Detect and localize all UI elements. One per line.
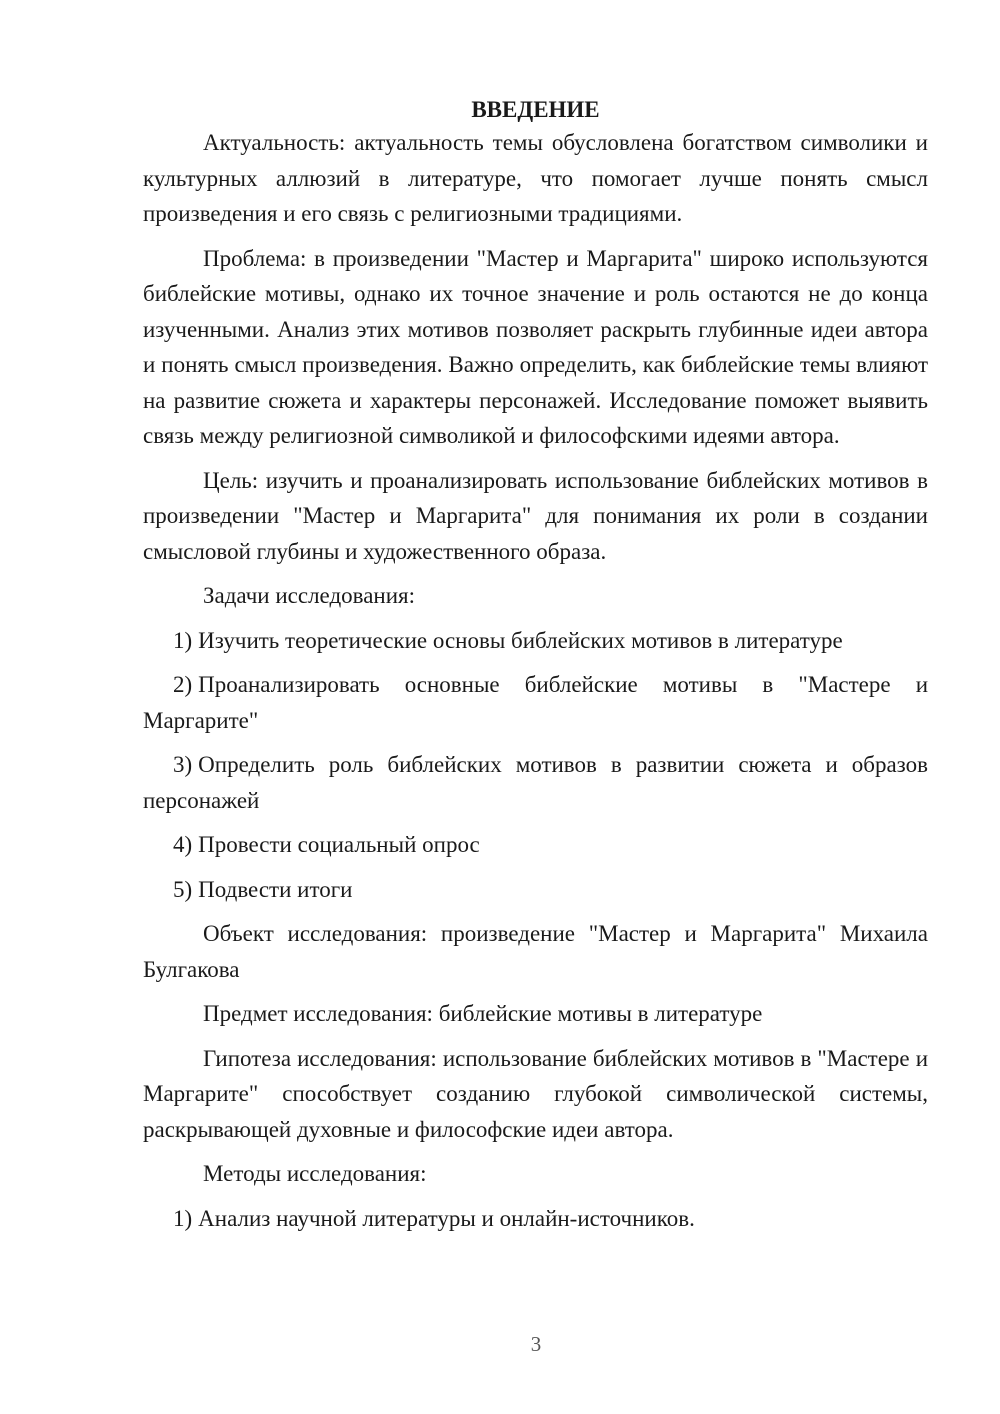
task-text: Изучить теоретические основы библейских мотивов в литературе: [198, 627, 843, 653]
method-item-1: [143, 1201, 928, 1237]
problem-paragraph: Проблема: в произведении "Мастер и Маргарита" широко используются библейские мотивы, однако их точное значение и роль остаются не до конца изученными. Анализ этих мотивов позволяет раскрыть глубинные идеи автора и понять смысл произведения. Важно определить, как библейские темы влияют на развитие сюжета и характеры персонажей. Исследование поможет выявить связь между религиозной символикой и философскими идеями автора.: [143, 245, 928, 448]
task-text: Провести социальный опрос: [198, 832, 480, 857]
task-number: 2): [173, 672, 193, 697]
section-heading: ВВЕДЕНИЕ: [471, 97, 600, 122]
task-number: 3): [173, 752, 193, 777]
task-item-4: [143, 827, 928, 863]
tasks-heading: Задачи исследования:: [203, 583, 416, 608]
task-item-5: [143, 872, 928, 908]
method-text: Анализ научной литературы и онлайн-источников.: [198, 1205, 695, 1231]
task-number: 5): [173, 876, 193, 902]
goal-paragraph: Цель: изучить и проанализировать использование библейских мотивов в произведении "Мастер и Маргарита" для понимания их роли в создании смысловой глубины и художественного образа.: [143, 467, 928, 564]
object-paragraph: Объект исследования: произведение "Мастер и Маргарита" Михаила Булгакова: [143, 921, 928, 982]
task-item-3: [143, 747, 928, 818]
task-number: 1): [173, 627, 193, 653]
task-text: Определить роль библейских мотивов в развитии сюжета и образов персонажей: [143, 752, 928, 813]
task-text: Проанализировать основные библейские мотивы в "Мастере и Маргарите": [143, 672, 928, 733]
relevance-paragraph: Актуальность: актуальность темы обусловлена богатством символики и культурных аллюзий в литературе, что помогает лучше понять смысл произведения и его связь с религиозными традициями.: [143, 130, 928, 226]
methods-heading: Методы исследования:: [203, 1161, 427, 1186]
subject-paragraph: Предмет исследования: библейские мотивы в литературе: [203, 1001, 763, 1026]
hypothesis-paragraph: Гипотеза исследования: использование библейских мотивов в "Мастере и Маргарите" способствует созданию глубокой символической системы, раскрывающей духовные и философские идеи автора.: [143, 1045, 928, 1142]
method-number: 1): [173, 1205, 193, 1231]
task-number: 4): [173, 832, 193, 857]
page-number: 3: [530, 1332, 542, 1356]
task-text: Подвести итоги: [198, 876, 353, 902]
task-item-1: [143, 623, 928, 659]
document-page: [143, 92, 928, 1245]
task-item-2: [143, 667, 928, 738]
